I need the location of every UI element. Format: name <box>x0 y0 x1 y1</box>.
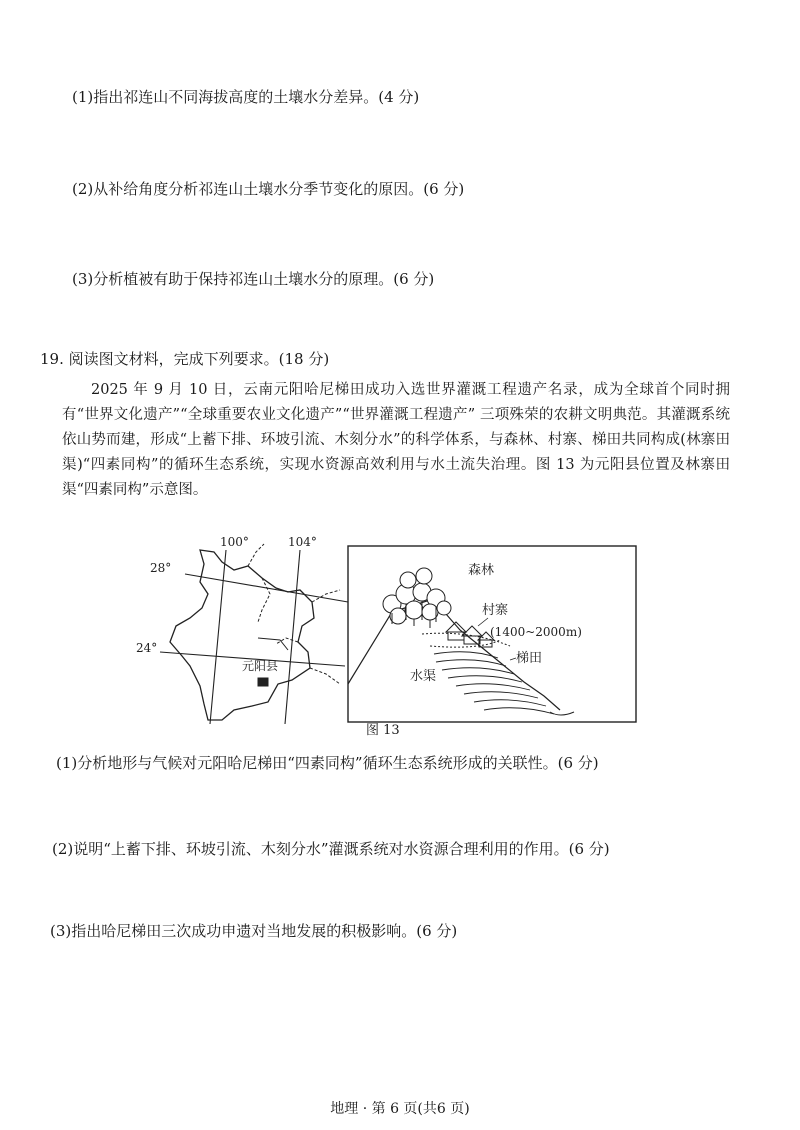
longitude-line-104 <box>285 550 300 724</box>
label-elevation: (1400~2000m) <box>490 625 582 639</box>
village-houses <box>446 622 494 647</box>
q19-heading: 19. 阅读图文材料，完成下列要求。(18 分) <box>40 350 330 368</box>
yuanyang-marker <box>258 678 268 686</box>
label-village: 村寨 <box>482 603 509 618</box>
label-forest: 森林 <box>468 563 495 578</box>
q18-item-2: (2)从补给角度分析祁连山土壤水分季节变化的原因。(6 分) <box>72 180 465 198</box>
figure-caption: 图 13 <box>366 723 400 738</box>
forest-trees <box>383 568 451 628</box>
figure-13 <box>130 534 640 724</box>
q19-paragraph <box>62 378 730 503</box>
pond <box>550 712 574 715</box>
label-terraces: 梯田 <box>516 651 543 666</box>
lon-label-104: 104° <box>288 535 317 549</box>
page-footer: 地理 · 第 6 页(共6 页) <box>330 1101 470 1117</box>
q19-item-1: (1)分析地形与气候对元阳哈尼梯田“四素同构”循环生态系统形成的关联性。(6 分) <box>56 754 599 772</box>
longitude-line-100 <box>210 550 226 724</box>
q19-paragraph-text: 2025 年 9 月 10 日，云南元阳哈尼梯田成功入选世界灌溉工程遗产名录，成为全球首个同时拥有“世界文化遗产”“全球重要农业文化遗产”“世界灌溉工程遗产” 三项殊荣的农耕文明典范。其灌溉系统依山势而建，形成“上蓄下排、环坡引流、木刻分水”的科学体系，与森林、村寨、梯田共同构成(林寨田渠)“四素同构”的循环生态系统，实现水资源高效利用与水土流失治理。图 13 为元阳县位置及林寨田渠“四素同构”示意图。 <box>62 382 730 498</box>
q19-item-2: (2)说明“上蓄下排、环坡引流、木刻分水”灌溉系统对水资源合理利用的作用。(6 分) <box>52 840 610 858</box>
label-canal: 水渠 <box>410 669 437 684</box>
yunnan-location-map <box>160 544 348 724</box>
q19-item-3: (3)指出哈尼梯田三次成功申遗对当地发展的积极影响。(6 分) <box>50 922 458 940</box>
lon-label-100: 100° <box>220 535 249 549</box>
q18-item-3: (3)分析植被有助于保持祁连山土壤水分的原理。(6 分) <box>72 270 435 288</box>
q18-item-1: (1)指出祁连山不同海拔高度的土壤水分差异。(4 分) <box>72 88 420 106</box>
leader-village <box>478 618 488 626</box>
lat-label-24: 24° <box>136 641 158 655</box>
lat-label-28: 28° <box>150 561 172 575</box>
yuanyang-label: 元阳县 <box>242 659 279 673</box>
